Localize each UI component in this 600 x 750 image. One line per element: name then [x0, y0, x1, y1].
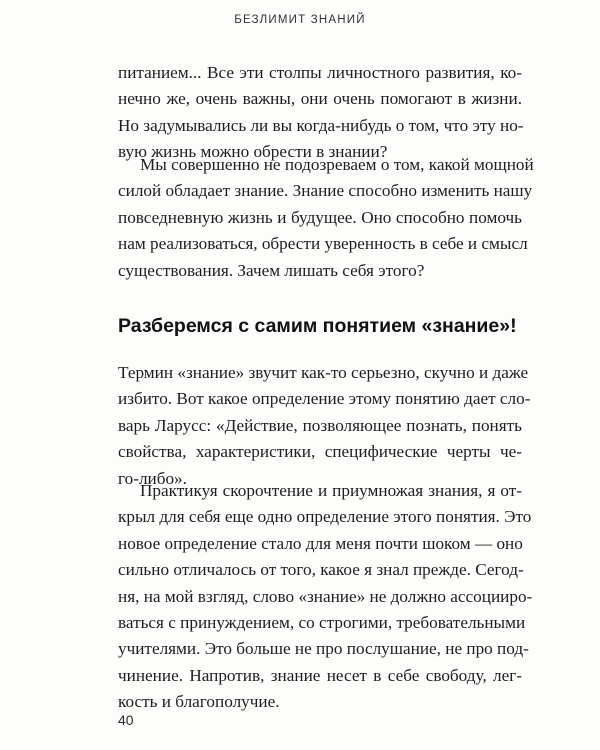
text-line: чинение. Напротив, знание несет в себе свободу, лег- — [118, 665, 522, 685]
text-line: нечно же, очень важны, они очень помогают в жизни. — [118, 89, 522, 109]
paragraph — [118, 360, 531, 492]
text-line: вую жизнь можно обрести в знании? — [118, 142, 388, 162]
text-line: повседневную жизнь и будущее. Оно способно помочь — [118, 207, 522, 227]
text-line: го-либо». — [118, 468, 187, 488]
paragraph — [118, 478, 533, 716]
text-line: Но задумывались ли вы когда-нибудь о том, что эту но- — [118, 115, 524, 135]
text-line: силой обладает знание. Знание способно изменить нашу — [118, 181, 533, 201]
page-number: 40 — [118, 712, 134, 728]
text-line: Практикуя скорочтение и приумножая знания, я от- — [140, 481, 522, 500]
text-line: ня, на мой взгляд, слово «знание» не должно ассоцииро- — [118, 586, 533, 606]
paragraph — [118, 152, 534, 284]
text-line: избито. Вот какое определение этому понятию дает сло- — [118, 389, 531, 409]
text-line: существования. Зачем лишать себя этого? — [118, 260, 425, 280]
text-line: варь Ларусс: «Действие, позволяющее познать, понять — [118, 415, 522, 435]
text-line: нам реализоваться, обрести уверенность в себе и смысл — [118, 234, 528, 254]
paragraph — [118, 60, 522, 166]
text-line: Термин «знание» звучит как-то серьезно, скучно и даже — [118, 363, 529, 382]
text-line: новое определение стало для меня почти шоком — оно — [118, 533, 523, 553]
text-line: крыл для себя еще одно определение этого понятия. Это — [118, 507, 532, 527]
section-heading: Разберемся с самим понятием «знание»! — [118, 315, 517, 337]
text-line: Мы совершенно не подозреваем о том, какой мощной — [140, 155, 534, 174]
text-line: учителями. Это больше не про послушание, не про под- — [118, 639, 529, 659]
text-line: кость и благополучие. — [118, 692, 280, 712]
text-line: питанием... Все эти столпы личностного развития, ко- — [118, 63, 522, 82]
running-head: БЕЗЛИМИТ ЗНАНИЙ — [234, 14, 366, 26]
text-line: свойства, характеристики, специфические черты че- — [118, 442, 522, 462]
text-line: ваться с принуждением, со строгими, требовательными — [118, 612, 526, 632]
text-line: сильно отличалось от того, какое я знал прежде. Сегод- — [118, 560, 524, 580]
